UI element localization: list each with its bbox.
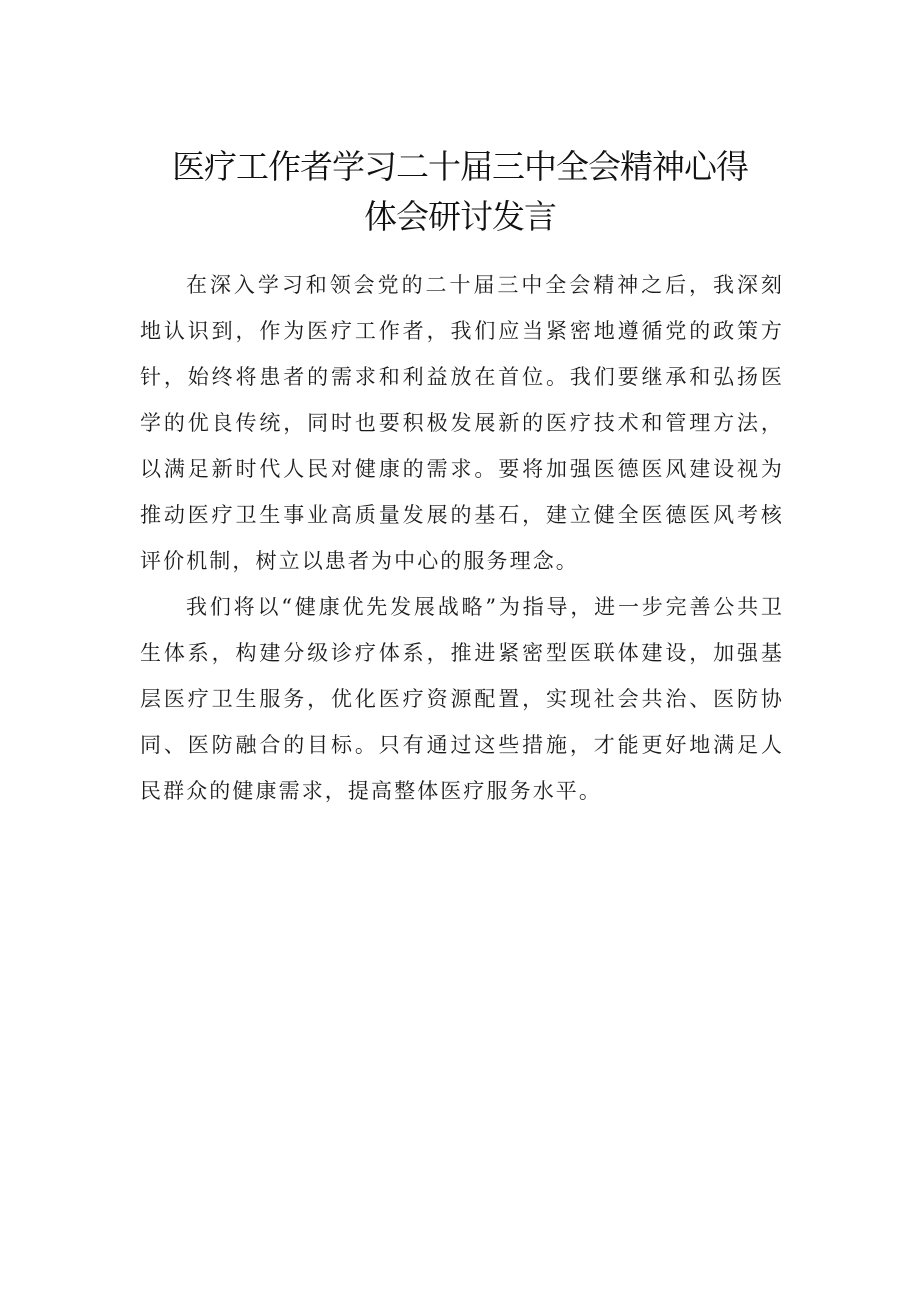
paragraph-1: 在深入学习和领会党的二十届三中全会精神之后，我深刻地认识到，作为医疗工作者，我们应当紧密地遵循党的政策方针，始终将患者的需求和利益放在首位。我们要继承和弘扬医学的优良传统，同时也要积极发展新的医疗技术和管理方法，以满足新时代人民对健康的需求。要将加强医德医风建设视为推动医疗卫生事业高质量发展的基石，建立健全医德医风考核评价机制，树立以患者为中心的服务理念。 [140,273,784,573]
title-line-2: 体会研讨发言 [364,197,556,236]
paragraph-2: 我们将以“健康优先发展战略”为指导，进一步完善公共卫生体系，构建分级诊疗体系，推进紧密型医联体建设，加强基层医疗卫生服务，优化医疗资源配置，实现社会共治、医防协同、医防融合的目标。只有通过这些措施，才能更好地满足人民群众的健康需求，提高整体医疗服务水平。 [140,595,784,803]
document-body [140,262,784,814]
title-line-1: 医疗工作者学习二十届三中全会精神心得 [172,147,748,186]
document-title [140,142,780,242]
